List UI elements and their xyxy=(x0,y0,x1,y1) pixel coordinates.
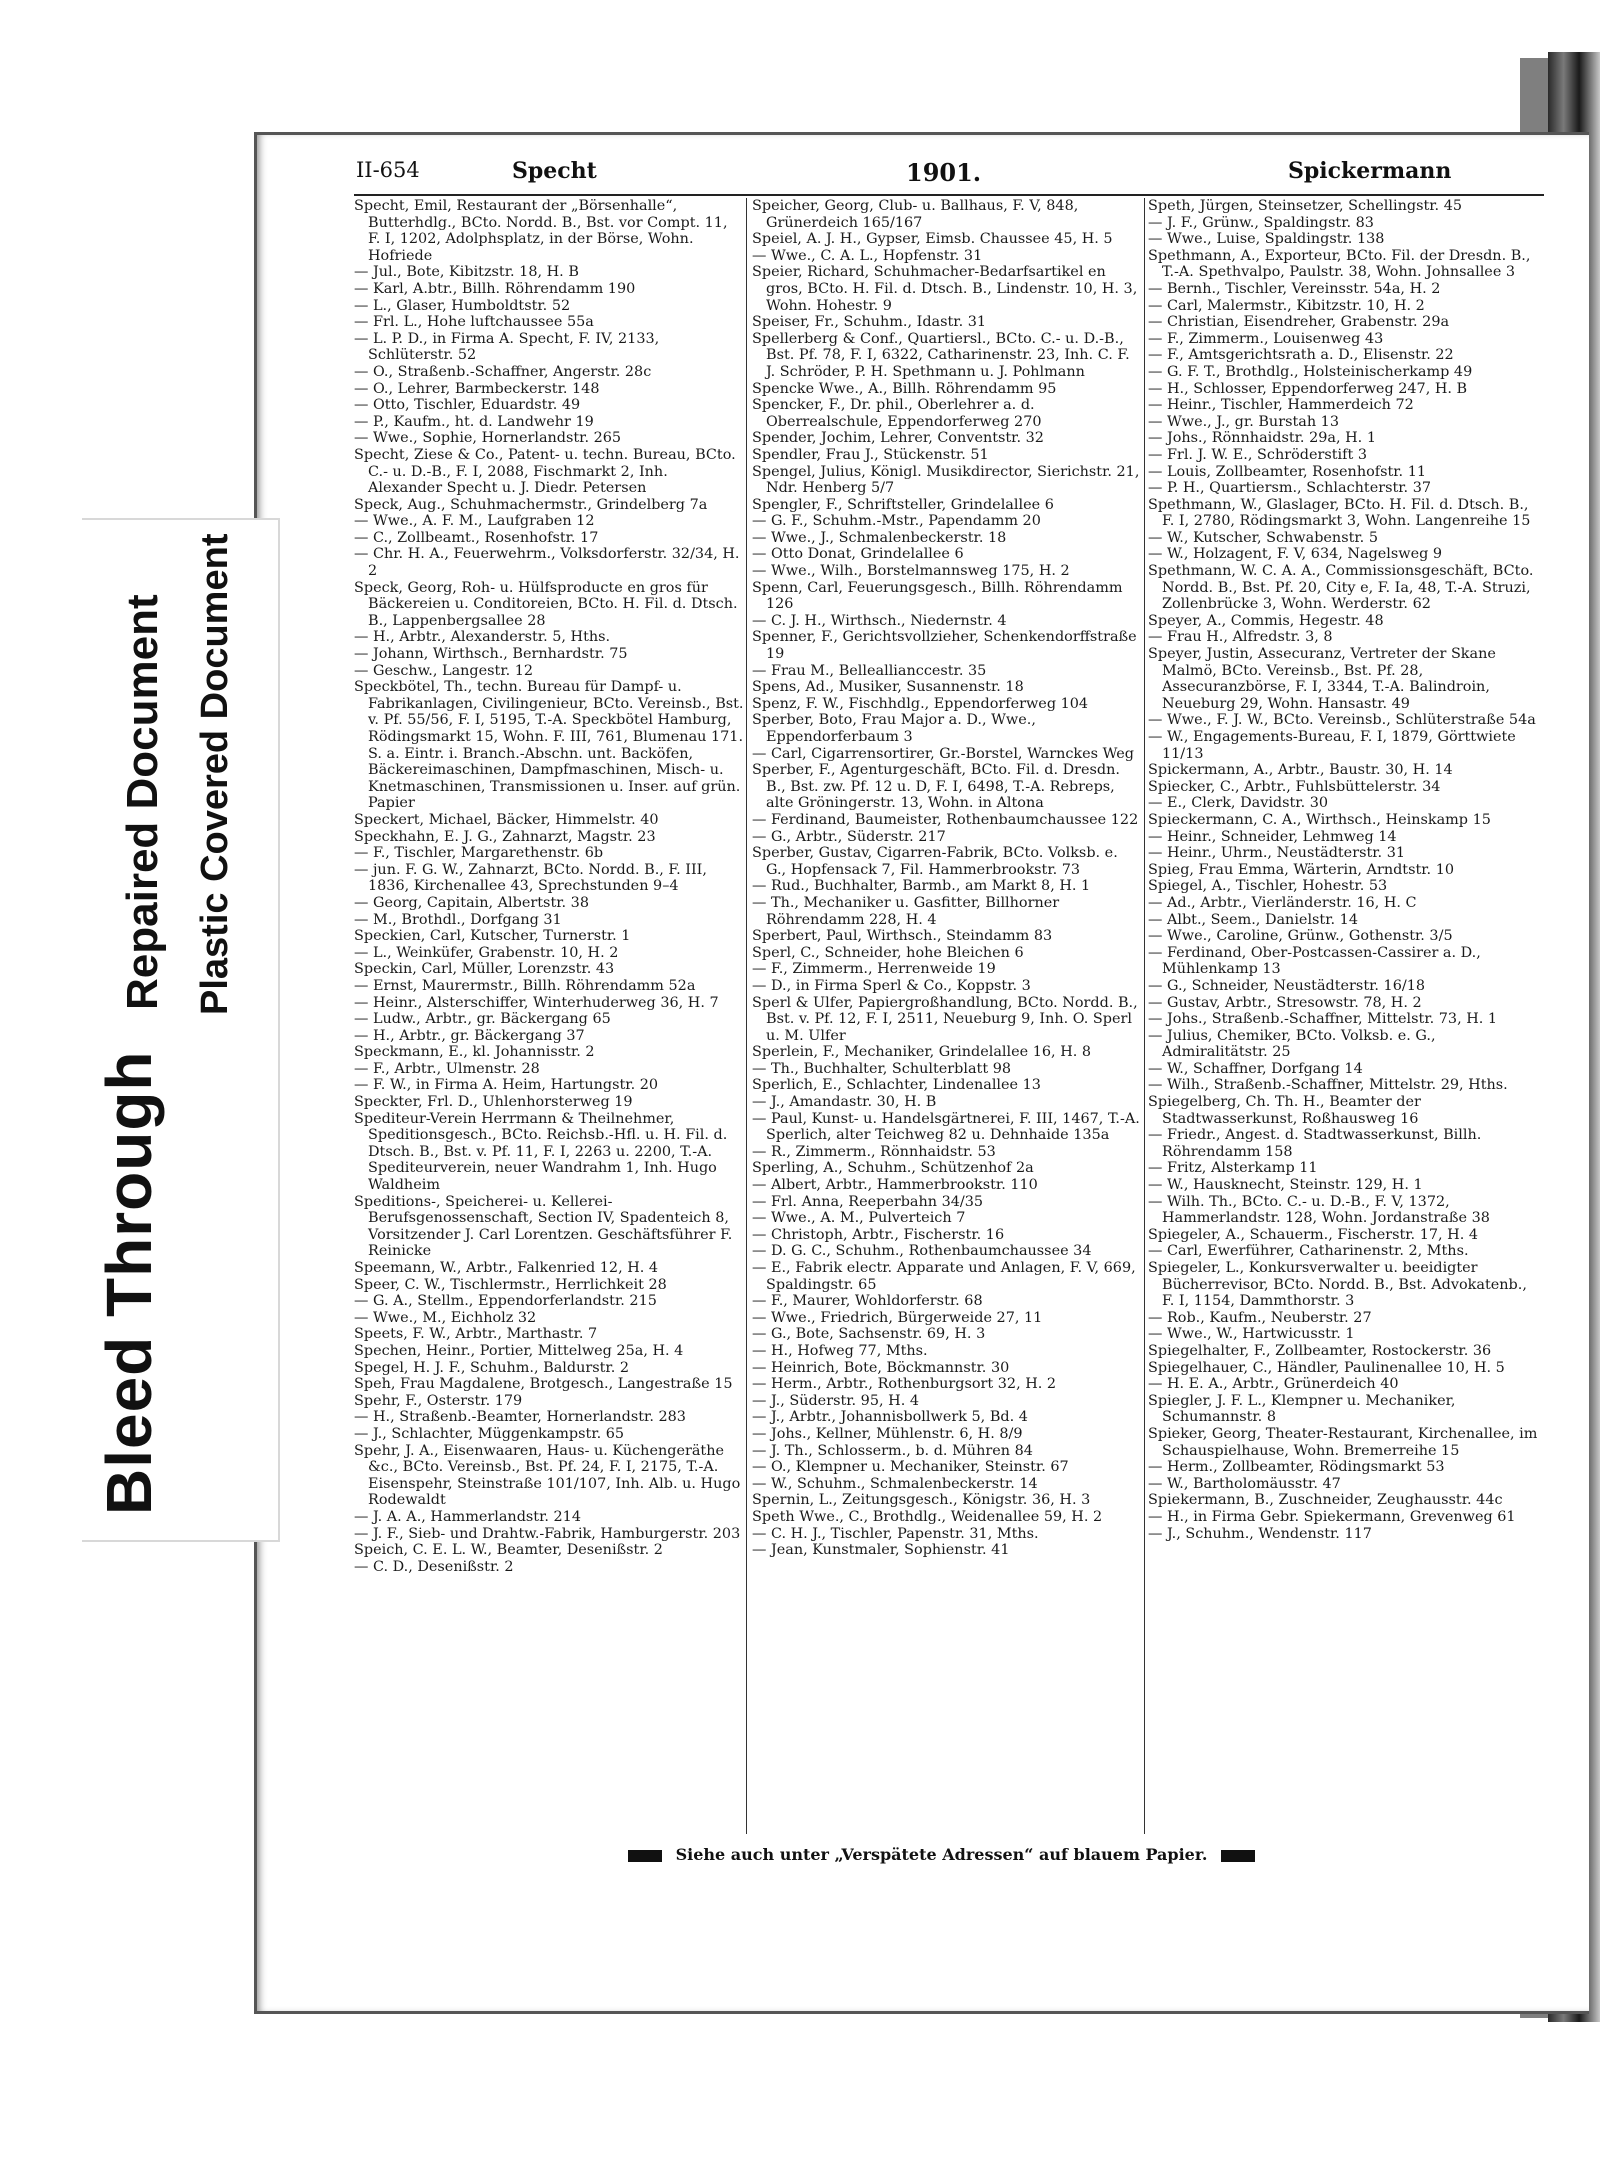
directory-entry: Speth Wwe., C., Brothdlg., Weidenallee 59, H. 2 xyxy=(752,1508,1103,1525)
directory-entry: — Johann, Wirthsch., Bernhardstr. 75 xyxy=(354,646,628,663)
repaired-document-label: Repaired Document xyxy=(118,594,167,1010)
directory-entry: Speck, Georg, Roh- u. Hülfsproducte en gros für Bäckereien u. Conditoreien, BCto. H. Fil. d. Dtsch. B., Lappenbergsallee 28 xyxy=(354,579,738,629)
directory-entry: — Wwe., A. F. M., Laufgraben 12 xyxy=(354,513,595,530)
directory-entry: — W., Schaffner, Dorfgang 14 xyxy=(1148,1060,1363,1077)
directory-entry: — Wwe., Friedrich, Bürgerweide 27, 11 xyxy=(752,1309,1043,1326)
directory-entry: — H. E. A., Arbtr., Grünerdeich 40 xyxy=(1148,1376,1399,1393)
directory-entry: — Frl. Anna, Reeperbahn 34/35 xyxy=(752,1193,984,1210)
directory-entry: Sperbert, Paul, Wirthsch., Steindamm 83 xyxy=(752,928,1053,945)
directory-entry: — Karl, A.btr., Billh. Röhrendamm 190 xyxy=(354,280,636,297)
directory-entry: — Rud., Buchhalter, Barmb., am Markt 8, H. 1 xyxy=(752,878,1091,895)
directory-entry: — P. H., Quartiersm., Schlachterstr. 37 xyxy=(1148,480,1432,497)
directory-entry: — W., Holzagent, F. V, 634, Nagelsweg 9 xyxy=(1148,546,1443,563)
directory-entry: Speicher, Georg, Club- u. Ballhaus, F. V, 848, Grünerdeich 165/167 xyxy=(752,198,1079,231)
year: 1901. xyxy=(906,158,982,187)
directory-entry: Sperber, F., Agenturgeschäft, BCto. Fil. d. Dresdn. B., Bst. zw. Pf. 12 u. D, F. I, 6498, T.-A. Rebreps, alte Gröningerstr. 13, Wohn. in Altona xyxy=(752,762,1120,812)
directory-entry: — Ad., Arbtr., Vierländerstr. 16, H. C xyxy=(1148,894,1417,911)
directory-entry: — Carl, Cigarrensortirer, Gr.-Borstel, Warnckes Weg xyxy=(752,745,1134,762)
directory-entry: — C., Zollbeamt., Rosenhofstr. 17 xyxy=(354,529,599,546)
directory-entry: — G. F., Schuhm.-Mstr., Papendamm 20 xyxy=(752,513,1041,530)
directory-entry: Spellerberg & Conf., Quartiersl., BCto. C.- u. D.-B., Bst. Pf. 78, F. I, 6322, Catharinenstr. 23, Inh. C. F. J. Schröder, P. H. Spethmann u. J. Pohlmann xyxy=(752,330,1130,380)
directory-entry: — Th., Mechaniker u. Gasfitter, Billhorner Röhrendamm 228, H. 4 xyxy=(752,894,1060,928)
directory-entry: Speckhahn, E. J. G., Zahnarzt, Magstr. 23 xyxy=(354,828,656,845)
directory-entry: Spendler, Frau J., Stückenstr. 51 xyxy=(752,446,989,463)
directory-entry: Speth, Jürgen, Steinsetzer, Schellingstr. 45 xyxy=(1148,198,1463,214)
directory-entry: — J., Schlachter, Müggenkampstr. 65 xyxy=(354,1425,625,1442)
directory-entry: Spernin, L., Zeitungsgesch., Königstr. 36, H. 3 xyxy=(752,1492,1091,1509)
directory-entry: Spengel, Julius, Königl. Musikdirector, Sierichstr. 21, Ndr. Henberg 5/7 xyxy=(752,463,1140,497)
directory-entry: — E., Clerk, Davidstr. 30 xyxy=(1148,795,1329,812)
directory-entry: — H., Arbtr., Alexanderstr. 5, Hths. xyxy=(354,629,611,646)
directory-entry: — Ferdinand, Baumeister, Rothenbaumchaussee 122 xyxy=(752,811,1139,828)
directory-entry: Spiegeler, A., Schauerm., Fischerstr. 17, H. 4 xyxy=(1148,1226,1479,1243)
column-divider xyxy=(1144,198,1145,1834)
pointing-hand-icon xyxy=(628,1850,662,1862)
directory-entry: — J. F., Grünw., Spaldingstr. 83 xyxy=(1148,214,1374,231)
directory-entry: — G., Schneider, Neustädterstr. 16/18 xyxy=(1148,977,1426,994)
directory-entry: Spiegelhauer, C., Händler, Paulinenallee 10, H. 5 xyxy=(1148,1359,1505,1376)
directory-entry: Spenner, F., Gerichtsvollzieher, Schenkendorffstraße 19 xyxy=(752,629,1137,663)
directory-entry: — F., Tischler, Margarethenstr. 6b xyxy=(354,845,604,862)
directory-entry: — W., Schuhm., Schmalenbeckerstr. 14 xyxy=(752,1475,1038,1492)
directory-entry: — O., Straßenb.-Schaffner, Angerstr. 28c xyxy=(354,363,652,380)
directory-entry: Spens, Ad., Musiker, Susannenstr. 18 xyxy=(752,679,1024,696)
directory-entry: — F., Zimmerm., Herrenweide 19 xyxy=(752,961,996,978)
directory-entry: Spieg, Frau Emma, Wärterin, Arndtstr. 10 xyxy=(1148,861,1455,878)
directory-entry: Speier, Richard, Schuhmacher-Bedarfsartikel en gros, BCto. H. Fil. d. Dtsch. B., Lindenstr. 10, H. 3, Wohn. Hohestr. 9 xyxy=(752,264,1138,314)
directory-entry: — G. F. T., Brothdlg., Holsteinischerkamp 49 xyxy=(1148,363,1473,380)
directory-entry: — L., Glaser, Humboldtstr. 52 xyxy=(354,297,571,314)
directory-entry: — Ernst, Maurermstr., Billh. Röhrendamm 52a xyxy=(354,977,696,994)
column-1 xyxy=(354,198,744,1575)
directory-entry: Speckmann, E., kl. Johannisstr. 2 xyxy=(354,1044,595,1061)
directory-entry: — Frl. J. W. E., Schröderstift 3 xyxy=(1148,446,1367,463)
directory-entry: Speyer, A., Commis, Hegestr. 48 xyxy=(1148,612,1384,629)
directory-entry: — G., Arbtr., Süderstr. 217 xyxy=(752,828,946,845)
directory-entry: — Heinr., Schneider, Lehmweg 14 xyxy=(1148,828,1397,845)
directory-entry: — Chr. H. A., Feuerwehrm., Volksdorferstr. 32/34, H. 2 xyxy=(354,546,740,580)
directory-entry: Speemann, W., Arbtr., Falkenried 12, H. 4 xyxy=(354,1260,659,1276)
directory-entry: Spenz, F. W., Fischhdlg., Eppendorferweg 104 xyxy=(752,695,1089,712)
directory-entry: Specht, Emil, Restaurant der „Börsenhalle“, Butterhdlg., BCto. Nordd. B., Bst. vor Compt. 11, F. I, 1202, Adolphsplatz, in der Börse, Wohn. Hofriede xyxy=(354,198,728,264)
directory-entry: Speiser, Fr., Schuhm., Idastr. 31 xyxy=(752,314,987,331)
directory-entry: — J., Arbtr., Johannisbollwerk 5, Bd. 4 xyxy=(752,1409,1028,1426)
directory-entry: — Otto Donat, Grindelallee 6 xyxy=(752,546,964,563)
directory-entry: — Wilh. Th., BCto. C.- u. D.-B., F. V, 1372, Hammerlandstr. 128, Wohn. Jordanstraße 38 xyxy=(1148,1193,1490,1227)
directory-entry: Spechen, Heinr., Portier, Mittelweg 25a, H. 4 xyxy=(354,1342,684,1359)
header-rule xyxy=(354,194,1544,196)
directory-entry: — Otto, Tischler, Eduardstr. 49 xyxy=(354,397,581,414)
directory-entry: Spickermann, A., Arbtr., Baustr. 30, H. 14 xyxy=(1148,762,1453,779)
directory-entry: — P., Kaufm., ht. d. Landwehr 19 xyxy=(354,413,594,430)
directory-entry: Spethmann, W. C. A. A., Commissionsgeschäft, BCto. Nordd. B., Bst. Pf. 20, City e, F. Ia, 48, T.-A. Struzi, Zollenbrücke 3, Wohn. Werderstr. 62 xyxy=(1148,563,1534,613)
directory-entry: — Herm., Arbtr., Rothenburgsort 32, H. 2 xyxy=(752,1376,1057,1393)
directory-entry: — W., Bartholomäusstr. 47 xyxy=(1148,1475,1341,1492)
directory-entry: — Georg, Capitain, Albertstr. 38 xyxy=(354,894,589,911)
directory-entry: — Wwe., W., Hartwicusstr. 1 xyxy=(1148,1326,1355,1343)
directory-entry: — O., Klempner u. Mechaniker, Steinstr. 67 xyxy=(752,1459,1069,1476)
directory-entry: — Jul., Bote, Kibitzstr. 18, H. B xyxy=(354,264,579,281)
directory-entry: Sperber, Boto, Frau Major a. D., Wwe., Eppendorferbaum 3 xyxy=(752,712,1036,745)
directory-entry: — Albt., Seem., Danielstr. 14 xyxy=(1148,911,1358,928)
directory-entry: Speckert, Michael, Bäcker, Himmelstr. 40 xyxy=(354,811,659,828)
directory-entry: — Christoph, Arbtr., Fischerstr. 16 xyxy=(752,1226,1005,1243)
directory-entry: Spiegler, J. F. L., Klempner u. Mechaniker, Schumannstr. 8 xyxy=(1148,1392,1456,1426)
directory-entry: Speich, C. E. L. W., Beamter, Desenißstr. 2 xyxy=(354,1542,663,1559)
directory-entry: — Herm., Zollbeamter, Rödingsmarkt 53 xyxy=(1148,1459,1445,1476)
directory-entry: — H., Arbtr., gr. Bäckergang 37 xyxy=(354,1027,585,1044)
directory-entry: — F., Arbtr., Ulmenstr. 28 xyxy=(354,1060,540,1077)
pointing-hand-icon xyxy=(1221,1850,1255,1862)
directory-entry: — R., Zimmerm., Rönnhaidstr. 53 xyxy=(752,1143,996,1160)
directory-entry: — J. A. A., Hammerlandstr. 214 xyxy=(354,1508,581,1525)
directory-entry: — Johs., Straßenb.-Schaffner, Mittelstr. 73, H. 1 xyxy=(1148,1011,1498,1028)
directory-entry: — J. Th., Schlosserm., b. d. Mühren 84 xyxy=(752,1442,1033,1459)
directory-entry: — Paul, Kunst- u. Handelsgärtnerei, F. III, 1467, T.-A. Sperlich, alter Teichweg 82 u. Dehnhaide 135a xyxy=(752,1110,1140,1144)
directory-entry: — Johs., Rönnhaidstr. 29a, H. 1 xyxy=(1148,430,1376,447)
directory-entry: Spehr, F., Osterstr. 179 xyxy=(354,1392,523,1409)
directory-entry: — Wilh., Straßenb.-Schaffner, Mittelstr. 29, Hths. xyxy=(1148,1077,1508,1094)
column-divider xyxy=(746,198,747,1834)
directory-entry: — J., Süderstr. 95, H. 4 xyxy=(752,1392,920,1409)
directory-entry: — E., Fabrik electr. Apparate und Anlagen, F. V, 669, Spaldingstr. 65 xyxy=(752,1260,1136,1293)
directory-entry: — Julius, Chemiker, BCto. Volksb. e. G., Admiralitätstr. 25 xyxy=(1148,1027,1436,1061)
directory-entry: — Heinrich, Bote, Böckmannstr. 30 xyxy=(752,1359,1010,1376)
directory-entry: Sperlich, E., Schlachter, Lindenallee 13 xyxy=(752,1077,1041,1094)
column-2 xyxy=(752,198,1140,1559)
directory-entry: — W., Kutscher, Schwabenstr. 5 xyxy=(1148,529,1378,546)
directory-entry: Speck, Aug., Schuhmachermstr., Grindelberg 7a xyxy=(354,496,708,513)
directory-entry: Speh, Frau Magdalene, Brotgesch., Langestraße 15 xyxy=(354,1376,733,1393)
directory-entry: Sperl, C., Schneider, hohe Bleichen 6 xyxy=(752,944,1024,961)
directory-entry: — C. D., Desenißstr. 2 xyxy=(354,1558,514,1575)
directory-entry: — D., in Firma Sperl & Co., Koppstr. 3 xyxy=(752,977,1031,994)
directory-entry: — Carl, Malermstr., Kibitzstr. 10, H. 2 xyxy=(1148,297,1425,314)
directory-entry: Sperling, A., Schuhm., Schützenhof 2a xyxy=(752,1160,1034,1177)
directory-entry: — Wwe., J., gr. Burstah 13 xyxy=(1148,413,1339,430)
directory-entry: — jun. F. G. W., Zahnarzt, BCto. Nordd. B., F. III, 1836, Kirchenallee 43, Sprechstunden 9–4 xyxy=(354,861,707,895)
directory-entry: — H., Hofweg 77, Mths. xyxy=(752,1342,928,1359)
directory-entry: — Friedr., Angest. d. Stadtwasserkunst, Billh. Röhrendamm 158 xyxy=(1148,1127,1482,1160)
directory-entry: Speckien, Carl, Kutscher, Turnerstr. 1 xyxy=(354,928,631,945)
directory-entry: Spieker, Georg, Theater-Restaurant, Kirchenallee, im Schauspielhause, Wohn. Bremerreihe 15 xyxy=(1148,1425,1538,1459)
directory-entry: — Ferdinand, Ober-Postcassen-Cassirer a. D., Mühlenkamp 13 xyxy=(1148,944,1481,978)
directory-entry: — Albert, Arbtr., Hammerbrookstr. 110 xyxy=(752,1177,1038,1194)
directory-entry: Spegel, H. J. F., Schuhm., Baldurstr. 2 xyxy=(354,1359,630,1376)
directory-entry: — F., Zimmerm., Louisenweg 43 xyxy=(1148,330,1384,347)
directory-entry: — Christian, Eisendreher, Grabenstr. 29a xyxy=(1148,314,1450,331)
directory-entry: Spiegeler, L., Konkursverwalter u. beeidigter Bücherrevisor, BCto. Nordd. B., Bst. Advokatenb., F. I, 1154, Dammthorstr. 3 xyxy=(1148,1260,1527,1310)
right-keyword: Spickermann xyxy=(1288,158,1452,184)
directory-entry: — J. F., Sieb- und Drahtw.-Fabrik, Hamburgerstr. 203 xyxy=(354,1525,741,1542)
directory-entry: Spehr, J. A., Eisenwaaren, Haus- u. Küchengeräthe &c., BCto. Vereinsb., Bst. Pf. 24, F. I, 2175, T.-A. Eisenspehr, Steinstraße 101/107, Inh. Alb. u. Hugo Rodewaldt xyxy=(354,1442,741,1509)
directory-entry: — F., Maurer, Wohldorferstr. 68 xyxy=(752,1293,983,1310)
directory-entry: — D. G. C., Schuhm., Rothenbaumchaussee 34 xyxy=(752,1243,1092,1260)
directory-entry: — Johs., Kellner, Mühlenstr. 6, H. 8/9 xyxy=(752,1425,1023,1442)
directory-entry: — H., Schlosser, Eppendorferweg 247, H. B xyxy=(1148,380,1468,397)
running-header xyxy=(270,158,1560,198)
directory-entry: Speckin, Carl, Müller, Lorenzstr. 43 xyxy=(354,961,615,978)
directory-entry: — H., Straßenb.-Beamter, Hornerlandstr. 283 xyxy=(354,1409,686,1426)
footer-text: Siehe auch unter „Verspätete Adressen“ auf blauem Papier. xyxy=(675,1845,1208,1864)
directory-entry: — Wwe., M., Eichholz 32 xyxy=(354,1309,537,1326)
directory-entry: Speditions-, Speicherei- u. Kellerei-Berufsgenossenschaft, Section IV, Spadenteich 8, Vorsitzender J. Carl Lorentzen. Geschäftsführer F. Reinicke xyxy=(354,1193,733,1260)
directory-entry: — Louis, Zollbeamter, Rosenhofstr. 11 xyxy=(1148,463,1427,480)
directory-entry: — Wwe., F. J. W., BCto. Vereinsb., Schlüterstraße 54a xyxy=(1148,712,1536,729)
directory-entry: — O., Lehrer, Barmbeckerstr. 148 xyxy=(354,380,600,397)
directory-entry: — C. J. H., Wirthsch., Niedernstr. 4 xyxy=(752,612,1007,629)
directory-entry: — J., Schuhm., Wendenstr. 117 xyxy=(1148,1525,1372,1542)
directory-entry: Spender, Jochim, Lehrer, Conventstr. 32 xyxy=(752,430,1044,447)
directory-entry: — F., Amtsgerichtsrath a. D., Elisenstr. 22 xyxy=(1148,347,1454,364)
directory-entry: Speckbötel, Th., techn. Bureau für Dampf- u. Fabrikanlagen, Civilingenieur, BCto. Vereinsb., Bst. v. Pf. 55/56, F. I, 5195, T.-A. Speckbötel Hamburg, Rödingsmarkt 15, Wohn. F. III, 761, Blumenau 171. S. a. Eintr. i. Branch.-Abschn. unt. Backöfen, Bäckereimaschinen, Dampfmaschinen, Misch- u. Knetmaschinen, Transmissionen u. Inser. auf grün. Papier xyxy=(354,679,744,812)
directory-entry: Speer, C. W., Tischlermstr., Herrlichkeit 28 xyxy=(354,1276,667,1293)
directory-entry: Spiegelberg, Ch. Th. H., Beamter der Stadtwasserkunst, Roßhausweg 16 xyxy=(1148,1094,1421,1127)
directory-entry: — M., Brothdl., Dorfgang 31 xyxy=(354,911,562,928)
directory-entry: — J., Amandastr. 30, H. B xyxy=(752,1094,937,1111)
directory-entry: Spethmann, W., Glaslager, BCto. H. Fil. d. Dtsch. B., F. I, 2780, Rödingsmarkt 3, Wohn. Langenreihe 15 xyxy=(1148,496,1531,530)
directory-entry: — Fritz, Alsterkamp 11 xyxy=(1148,1160,1318,1177)
directory-entry: — W., Hausknecht, Steinstr. 129, H. 1 xyxy=(1148,1177,1423,1194)
directory-entry: — Th., Buchhalter, Schulterblatt 98 xyxy=(752,1060,1012,1077)
directory-entry: Spiegelhalter, F., Zollbeamter, Rostockerstr. 36 xyxy=(1148,1342,1492,1359)
directory-entry: Spethmann, A., Exporteur, BCto. Fil. der Dresdn. B., T.-A. Spethvalpo, Paulstr. 38, Wohn. Johnsallee 3 xyxy=(1148,247,1531,281)
directory-entry: Speiel, A. J. H., Gypser, Eimsb. Chaussee 45, H. 5 xyxy=(752,231,1113,248)
directory-entry: Specht, Ziese & Co., Patent- u. techn. Bureau, BCto. C.- u. D.-B., F. I, 2088, Fischmarkt 2, Inh. Alexander Specht u. J. Diedr. Petersen xyxy=(354,446,736,497)
directory-entry: — Wwe., Luise, Spaldingstr. 138 xyxy=(1148,231,1385,248)
directory-entry: — Heinr., Uhrm., Neustädterstr. 31 xyxy=(1148,845,1406,862)
directory-entry: — Jean, Kunstmaler, Sophienstr. 41 xyxy=(752,1542,1010,1559)
directory-entry: Spiecker, C., Arbtr., Fuhlsbüttelerstr. 34 xyxy=(1148,778,1441,795)
directory-entry: — L., Weinküfer, Grabenstr. 10, H. 2 xyxy=(354,944,619,961)
directory-entry: Sperlein, F., Mechaniker, Grindelallee 16, H. 8 xyxy=(752,1044,1092,1061)
directory-entry: — C. H. J., Tischler, Papenstr. 31, Mths. xyxy=(752,1525,1039,1542)
directory-entry: Spiekermann, B., Zuschneider, Zeughausstr. 44c xyxy=(1148,1492,1503,1509)
directory-entry: — Wwe., C. A. L., Hopfenstr. 31 xyxy=(752,247,983,264)
directory-entry: — Bernh., Tischler, Vereinsstr. 54a, H. 2 xyxy=(1148,280,1441,297)
directory-entry: Speyer, Justin, Assecuranz, Vertreter der Skane Malmö, BCto. Vereinsb., Bst. Pf. 28, Assecuranzbörse, F. I, 3344, T.-A. Balindroin, Neueburg 29, Wohn. Hansastr. 49 xyxy=(1148,646,1496,712)
directory-entry: — Wwe., Caroline, Grünw., Gothenstr. 3/5 xyxy=(1148,928,1453,945)
bleed-through-label: Bleed Through xyxy=(93,1050,165,1515)
page-number: II-654 xyxy=(356,158,420,182)
directory-entry: Sperl & Ulfer, Papiergroßhandlung, BCto. Nordd. B., Bst. v. Pf. 12, F. I, 2511, Neueburg 9, Inh. O. Sperl u. M. Ulfer xyxy=(752,994,1138,1044)
directory-entry: — Carl, Ewerführer, Catharinenstr. 2, Mths. xyxy=(1148,1243,1469,1260)
directory-entry: Speckter, Frl. D., Uhlenhorsterweg 19 xyxy=(354,1094,633,1111)
directory-entry: Spengler, F., Schriftsteller, Grindelallee 6 xyxy=(752,496,1054,513)
directory-entry: — Wwe., J., Schmalenbeckerstr. 18 xyxy=(752,529,1007,546)
footer-note xyxy=(620,1845,1320,1864)
directory-entry: — Heinr., Tischler, Hammerdeich 72 xyxy=(1148,397,1414,414)
directory-entry: Spencke Wwe., A., Billh. Röhrendamm 95 xyxy=(752,380,1057,397)
directory-entry: — Ludw., Arbtr., gr. Bäckergang 65 xyxy=(354,1011,611,1028)
directory-entry: — Rob., Kaufm., Neuberstr. 27 xyxy=(1148,1309,1372,1326)
directory-entry: — H., in Firma Gebr. Spiekermann, Grevenweg 61 xyxy=(1148,1508,1516,1525)
directory-entry: — Frau M., Belleallianccestr. 35 xyxy=(752,662,987,679)
directory-entry: — F. W., in Firma A. Heim, Hartungstr. 20 xyxy=(354,1077,659,1094)
column-3 xyxy=(1148,198,1538,1542)
directory-entry: Spediteur-Verein Herrmann & Theilnehmer, Speditionsgesch., BCto. Reichsb.-Hfl. u. H. Fil. d. Dtsch. B., Bst. v. Pf. 11, F. I, 2263 u. 2200, T.-A. Spediteurverein, neuer Wandrahm 1, Inh. Hugo Waldheim xyxy=(354,1110,728,1194)
plastic-covered-label: Plastic Covered Document xyxy=(194,533,236,1015)
directory-entry: — W., Engagements-Bureau, F. I, 1879, Görttwiete 11/13 xyxy=(1148,729,1516,762)
directory-entry: — Gustav, Arbtr., Stresowstr. 78, H. 2 xyxy=(1148,994,1422,1011)
directory-entry: — G. A., Stellm., Eppendorferlandstr. 215 xyxy=(354,1293,657,1310)
directory-entry: — Frau H., Alfredstr. 3, 8 xyxy=(1148,629,1333,646)
directory-entry: Spiegel, A., Tischler, Hohestr. 53 xyxy=(1148,878,1388,895)
directory-entry: — Wwe., Sophie, Hornerlandstr. 265 xyxy=(354,430,622,447)
directory-entry: Spencker, F., Dr. phil., Oberlehrer a. d. Oberrealschule, Eppendorferweg 270 xyxy=(752,397,1042,430)
directory-entry: Speets, F. W., Arbtr., Marthastr. 7 xyxy=(354,1326,598,1343)
directory-entry: Spieckermann, C. A., Wirthsch., Heinskamp 15 xyxy=(1148,811,1491,828)
directory-entry: — Frl. L., Hohe luftchaussee 55a xyxy=(354,314,594,331)
left-keyword: Specht xyxy=(512,158,597,184)
directory-entry: — Geschw., Langestr. 12 xyxy=(354,662,534,679)
directory-entry: — Wwe., A. M., Pulverteich 7 xyxy=(752,1210,966,1227)
directory-entry: Sperber, Gustav, Cigarren-Fabrik, BCto. Volksb. e. G., Hopfensack 7, Fil. Hammerbrookstr. 73 xyxy=(752,845,1118,878)
directory-entry: — Heinr., Alsterschiffer, Winterhuderweg 36, H. 7 xyxy=(354,994,719,1011)
directory-entry: Spenn, Carl, Feuerungsgesch., Billh. Röhrendamm 126 xyxy=(752,579,1123,613)
directory-entry: — L. P. D., in Firma A. Specht, F. IV, 2133, Schlüterstr. 52 xyxy=(354,330,660,364)
directory-entry: — G., Bote, Sachsenstr. 69, H. 3 xyxy=(752,1326,986,1343)
directory-entry: — Wwe., Wilh., Borstelmannsweg 175, H. 2 xyxy=(752,563,1070,580)
